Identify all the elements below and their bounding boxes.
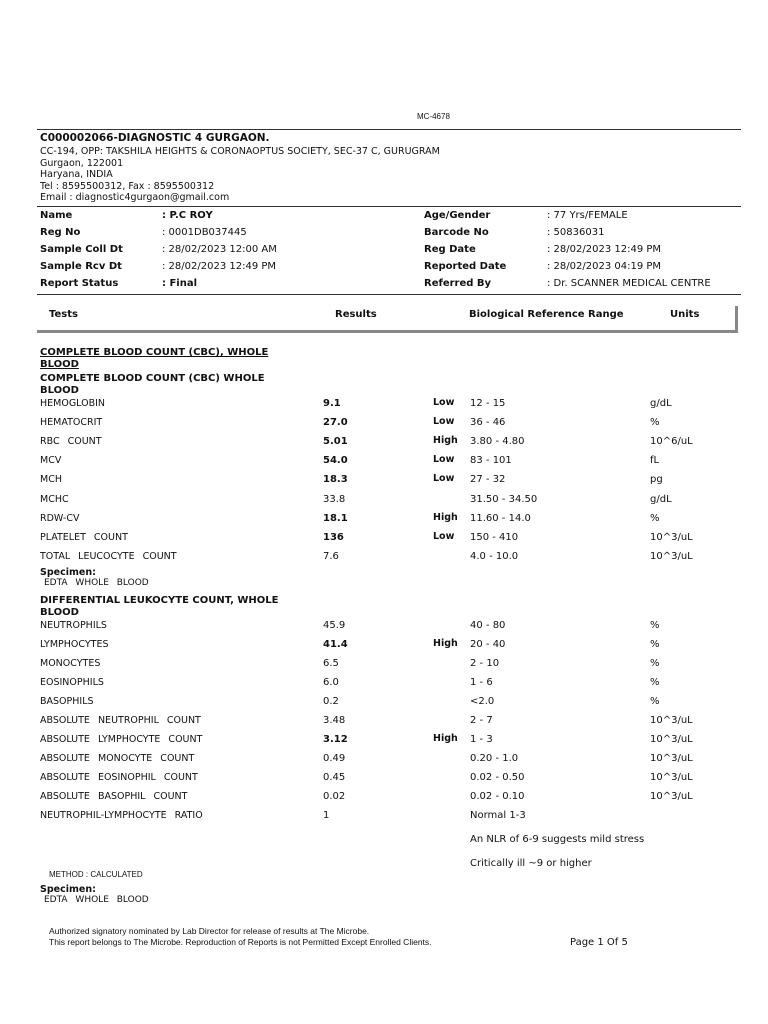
lab-address-line: Haryana, INDIA [40, 169, 113, 180]
reference-range: 4.0 - 10.0 [470, 550, 519, 562]
lab-address-line: Email : diagnostic4gurgaon@gmail.com [40, 192, 230, 203]
patient-divider-top [37, 206, 741, 207]
patient-field-label: Barcode No [424, 227, 489, 238]
patient-field-label: Name [40, 210, 73, 221]
reference-range: 83 - 101 [470, 455, 512, 467]
test-name: NEUTROPHIL-LYMPHOCYTE RATIO [40, 810, 203, 821]
patient-field-label: Reported Date [424, 261, 507, 272]
test-unit: 10^3/uL [650, 791, 693, 802]
reference-range: 36 - 46 [470, 417, 506, 429]
footer-reproduction-note: This report belongs to The Microbe. Reproduction of Reports is not Permitted Except Enrolled Clients. [49, 937, 432, 947]
test-result: 9.1 [323, 398, 341, 409]
test-unit: 10^3/uL [650, 753, 693, 764]
test-unit: pg [650, 474, 663, 486]
test-unit: 10^3/uL [650, 531, 693, 543]
patient-field-label: Reg No [40, 227, 81, 238]
reference-range: 0.02 - 0.10 [470, 791, 525, 802]
result-flag: High [433, 511, 458, 523]
reference-range: 0.20 - 1.0 [470, 753, 519, 764]
test-name: ABSOLUTE BASOPHIL COUNT [40, 791, 188, 802]
test-name: BASOPHILS [40, 696, 94, 707]
result-flag: Low [433, 454, 455, 466]
specimen-value: EDTA WHOLE BLOOD [44, 578, 149, 588]
test-unit: 10^3/uL [650, 772, 693, 783]
test-result: 3.12 [323, 734, 348, 745]
patient-field-value: : 0001DB037445 [162, 227, 247, 238]
test-result: 41.4 [323, 639, 348, 650]
reference-range: 3.80 - 4.80 [470, 436, 525, 448]
test-name: NEUTROPHILS [40, 620, 107, 631]
patient-divider-bottom [37, 294, 741, 295]
test-unit: % [650, 620, 660, 631]
page-number: Page 1 Of 5 [570, 937, 628, 948]
patient-field-value: : Dr. SCANNER MEDICAL CENTRE [547, 278, 711, 289]
test-unit: % [650, 639, 660, 650]
test-unit: % [650, 417, 660, 429]
test-name: TOTAL LEUCOCYTE COUNT [40, 550, 177, 562]
test-result: 0.49 [323, 753, 346, 764]
lab-address-line: Gurgaon, 122001 [40, 157, 124, 169]
test-result: 27.0 [323, 417, 348, 429]
test-result: 1 [323, 810, 330, 821]
lab-address-line: Tel : 8595500312, Fax : 8595500312 [40, 180, 215, 192]
test-name: ABSOLUTE NEUTROPHIL COUNT [40, 715, 201, 726]
test-unit: fL [650, 455, 660, 467]
subsection-title-cbc: COMPLETE BLOOD COUNT (CBC) WHOLE BLOOD [40, 373, 265, 396]
result-flag: High [433, 638, 458, 649]
section-title-dlc: DIFFERENTIAL LEUKOCYTE COUNT, WHOLE BLOOD [40, 595, 279, 618]
nlr-note: Critically ill ~9 or higher [470, 858, 592, 869]
patient-field-value: : 50836031 [547, 227, 605, 238]
method-note: METHOD : CALCULATED [49, 870, 143, 879]
lab-name: C000002066-DIAGNOSTIC 4 GURGAON. [40, 132, 270, 144]
test-result: 3.48 [323, 715, 346, 726]
test-unit: g/dL [650, 493, 672, 505]
patient-field-value: : 28/02/2023 12:49 PM [162, 261, 277, 272]
test-unit: 10^3/uL [650, 715, 693, 726]
test-result: 6.0 [323, 677, 339, 688]
reference-range: 31.50 - 34.50 [470, 493, 538, 505]
patient-field-label: Referred By [424, 278, 492, 289]
test-result: 18.3 [323, 474, 348, 486]
test-result: 0.02 [323, 791, 346, 802]
test-name: ABSOLUTE MONOCYTE COUNT [40, 753, 195, 764]
reference-range: <2.0 [470, 696, 495, 707]
test-name: MCV [40, 455, 62, 467]
reference-range: 11.60 - 14.0 [470, 512, 531, 524]
reference-range: 20 - 40 [470, 639, 506, 650]
table-header [37, 306, 738, 333]
test-name: MCHC [40, 493, 69, 505]
test-unit: 10^3/uL [650, 734, 693, 745]
test-name: ABSOLUTE EOSINOPHIL COUNT [40, 772, 198, 783]
footer-signatory-note: Authorized signatory nominated by Lab Director for release of results at The Microbe. [49, 926, 370, 936]
top-divider [37, 129, 741, 130]
reference-range: Normal 1-3 [470, 810, 526, 821]
patient-field-value: : P.C ROY [162, 210, 213, 221]
test-unit: 10^6/uL [650, 436, 693, 448]
result-flag: Low [433, 530, 455, 542]
test-result: 7.6 [323, 550, 339, 562]
result-flag: High [433, 435, 458, 447]
header-tests: Tests [49, 309, 78, 320]
patient-field-label: Sample Rcv Dt [40, 261, 122, 272]
patient-field-value: : 28/02/2023 12:00 AM [162, 244, 277, 255]
result-flag: Low [433, 473, 455, 485]
test-name: MONOCYTES [40, 658, 101, 669]
test-unit: % [650, 696, 660, 707]
patient-field-label: Sample Coll Dt [40, 244, 123, 255]
test-result: 136 [323, 531, 344, 543]
header-range: Biological Reference Range [469, 309, 624, 320]
result-flag: High [433, 733, 458, 744]
nlr-note: An NLR of 6-9 suggests mild stress [470, 834, 645, 845]
result-flag: Low [433, 416, 455, 428]
test-result: 33.8 [323, 493, 346, 505]
test-result: 0.45 [323, 772, 346, 783]
test-name: RDW-CV [40, 512, 80, 524]
test-unit: 10^3/uL [650, 550, 693, 562]
patient-field-value: : Final [162, 278, 198, 289]
test-name: HEMATOCRIT [40, 417, 103, 429]
test-result: 6.5 [323, 658, 339, 669]
result-flag: Low [433, 397, 455, 408]
test-result: 45.9 [323, 620, 346, 631]
reference-range: 12 - 15 [470, 398, 506, 409]
lab-address-line: CC-194, OPP: TAKSHILA HEIGHTS & CORONAOPTUS SOCIETY, SEC-37 C, GURUGRAM [40, 146, 440, 157]
test-result: 54.0 [323, 455, 348, 467]
test-name: EOSINOPHILS [40, 677, 104, 688]
patient-field-label: Report Status [40, 278, 119, 289]
test-unit: g/dL [650, 398, 672, 409]
test-result: 18.1 [323, 512, 348, 524]
reference-range: 2 - 7 [470, 715, 493, 726]
reference-range: 150 - 410 [470, 531, 519, 543]
reference-range: 2 - 10 [470, 658, 500, 669]
reference-range: 27 - 32 [470, 474, 506, 486]
patient-field-value: : 28/02/2023 04:19 PM [547, 261, 662, 272]
test-name: MCH [40, 474, 62, 486]
test-name: ABSOLUTE LYMPHOCYTE COUNT [40, 734, 203, 745]
reference-range: 0.02 - 0.50 [470, 772, 525, 783]
header-results: Results [335, 309, 377, 320]
reference-range: 40 - 80 [470, 620, 506, 631]
test-result: 5.01 [323, 436, 348, 448]
reference-range: 1 - 3 [470, 734, 493, 745]
specimen-value: EDTA WHOLE BLOOD [44, 895, 149, 905]
test-name: LYMPHOCYTES [40, 639, 109, 650]
patient-field-value: : 28/02/2023 12:49 PM [547, 244, 662, 255]
patient-field-label: Age/Gender [424, 210, 491, 221]
test-name: HEMOGLOBIN [40, 398, 106, 409]
test-unit: % [650, 677, 660, 688]
test-name: RBC COUNT [40, 436, 102, 448]
document-code: MC-4678 [417, 112, 450, 121]
specimen-label: Specimen: [40, 567, 96, 578]
specimen-label: Specimen: [40, 884, 96, 895]
test-result: 0.2 [323, 696, 339, 707]
test-unit: % [650, 512, 660, 524]
reference-range: 1 - 6 [470, 677, 493, 688]
section-title-cbc: COMPLETE BLOOD COUNT (CBC), WHOLE BLOOD [40, 347, 269, 370]
patient-field-label: Reg Date [424, 244, 476, 255]
test-unit: % [650, 658, 660, 669]
test-name: PLATELET COUNT [40, 531, 128, 543]
patient-field-value: : 77 Yrs/FEMALE [547, 210, 628, 221]
header-units: Units [670, 309, 700, 320]
